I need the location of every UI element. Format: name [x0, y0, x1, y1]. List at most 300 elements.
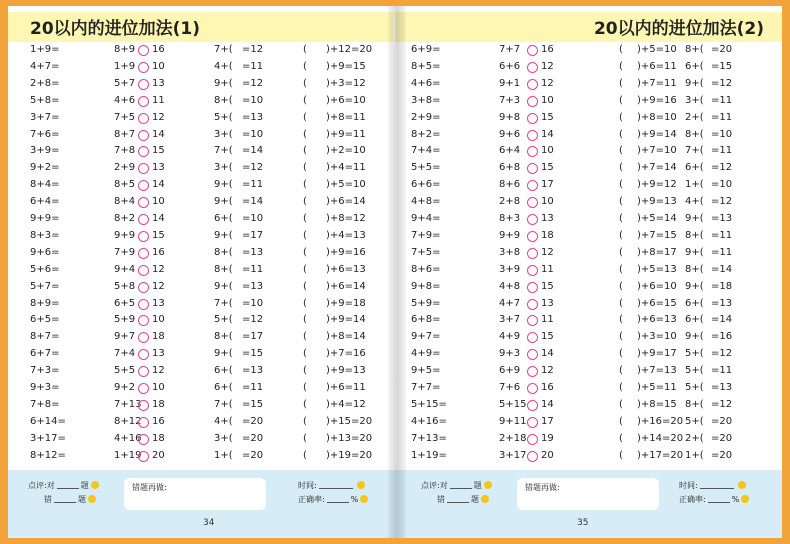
compare-right: 20: [152, 449, 165, 461]
missing-number-suffix[interactable]: =11: [711, 94, 733, 106]
smiley-icon: [481, 495, 489, 503]
equation[interactable]: 6+6=: [411, 179, 441, 191]
compare-circle[interactable]: [138, 434, 149, 445]
unit-label: 题: [80, 481, 89, 490]
missing-number-suffix[interactable]: )+5=11: [637, 382, 677, 393]
missing-number-suffix[interactable]: )+19=20: [326, 449, 373, 461]
exercise-row: [395, 414, 782, 431]
equation[interactable]: 7+5=: [411, 246, 441, 258]
missing-number-suffix[interactable]: =10: [242, 213, 264, 224]
equation[interactable]: 7+6=: [30, 128, 60, 140]
missing-number-suffix[interactable]: =12: [242, 44, 264, 55]
compare-circle[interactable]: [527, 130, 538, 141]
review-correct: [421, 480, 492, 491]
equation[interactable]: 4+8=: [411, 196, 441, 208]
missing-number-suffix[interactable]: )+4=12: [326, 398, 366, 410]
exercise-row: [395, 127, 782, 144]
missing-number-suffix[interactable]: =13: [711, 213, 733, 224]
missing-number-prefix: 5+(: [214, 314, 233, 326]
missing-number-suffix[interactable]: =10: [242, 297, 264, 309]
compare-circle[interactable]: [527, 113, 538, 124]
compare-right: 15: [152, 229, 165, 241]
equation[interactable]: 6+5=: [30, 314, 60, 326]
exercise-row: [8, 93, 395, 110]
missing-number-suffix[interactable]: =12: [711, 162, 733, 174]
equation[interactable]: 1+19=: [411, 449, 447, 461]
compare-circle[interactable]: [138, 400, 149, 411]
compare-circle[interactable]: [138, 180, 149, 191]
missing-number-prefix: (: [619, 128, 623, 140]
missing-number-suffix[interactable]: =15: [242, 398, 264, 410]
missing-number-prefix: (: [619, 365, 623, 377]
redo-box[interactable]: [517, 478, 659, 510]
missing-number-suffix[interactable]: )+8=15: [637, 398, 677, 410]
exercise-row: [395, 346, 782, 363]
missing-number-suffix[interactable]: )+3=10: [637, 331, 677, 343]
missing-number-suffix[interactable]: )+4=11: [326, 162, 366, 174]
missing-number-suffix[interactable]: )+6=10: [326, 94, 366, 106]
equation[interactable]: 5+8=: [30, 94, 60, 106]
missing-number-suffix[interactable]: )+7=16: [326, 348, 366, 360]
equation[interactable]: 2+8=: [30, 77, 60, 89]
compare-circle[interactable]: [138, 265, 149, 276]
missing-number-prefix: 6+(: [685, 162, 704, 174]
missing-number-suffix[interactable]: )+6=13: [637, 314, 677, 326]
missing-number-prefix: (: [303, 331, 307, 343]
missing-number-suffix[interactable]: =13: [711, 297, 733, 309]
missing-number-suffix[interactable]: =12: [242, 162, 264, 174]
missing-number-suffix[interactable]: )+6=13: [326, 263, 366, 275]
equation[interactable]: 6+9=: [411, 44, 441, 55]
compare-right: 12: [541, 246, 554, 258]
missing-number-suffix[interactable]: =16: [711, 331, 733, 343]
compare-circle[interactable]: [138, 299, 149, 310]
exercise-row: [8, 160, 395, 177]
compare-left: 6+4: [499, 145, 521, 157]
time-field: [298, 480, 365, 491]
missing-number-suffix[interactable]: )+9=16: [326, 246, 366, 258]
equation[interactable]: 4+16=: [411, 415, 447, 427]
equation[interactable]: 4+6=: [411, 77, 441, 89]
missing-number-suffix[interactable]: =10: [711, 179, 733, 191]
missing-number-suffix[interactable]: =12: [711, 196, 733, 208]
equation[interactable]: 2+9=: [411, 111, 441, 123]
missing-number-suffix[interactable]: )+9=11: [326, 128, 366, 140]
compare-left: 5+15: [499, 398, 527, 410]
correct-blank[interactable]: [450, 488, 472, 489]
wrong-blank[interactable]: [54, 502, 76, 503]
equation[interactable]: 4+7=: [30, 60, 60, 72]
compare-circle[interactable]: [138, 417, 149, 428]
compare-left: 9+1: [499, 77, 521, 89]
missing-number-prefix: (: [303, 382, 307, 393]
compare-left: 3+17: [499, 449, 527, 461]
compare-circle[interactable]: [138, 130, 149, 141]
equation[interactable]: 8+5=: [411, 60, 441, 72]
exercise-row: [395, 110, 782, 127]
equation[interactable]: 3+17=: [30, 432, 66, 444]
compare-left: 9+6: [499, 128, 521, 140]
equation[interactable]: 6+4=: [30, 196, 60, 208]
review-correct: [28, 480, 99, 491]
title-band: [8, 12, 393, 42]
equation[interactable]: 9+6=: [30, 246, 60, 258]
missing-number-suffix[interactable]: =14: [711, 263, 733, 275]
time-blank[interactable]: [700, 488, 734, 489]
missing-number-suffix[interactable]: =12: [711, 348, 733, 360]
equation[interactable]: 9+7=: [411, 331, 441, 343]
compare-left: 6+6: [499, 60, 521, 72]
compare-circle[interactable]: [138, 79, 149, 90]
compare-circle[interactable]: [527, 383, 538, 394]
missing-number-suffix[interactable]: )+13=20: [326, 432, 373, 444]
missing-number-suffix[interactable]: )+5=14: [637, 213, 677, 224]
missing-number-suffix[interactable]: =20: [711, 432, 733, 444]
missing-number-suffix[interactable]: =14: [711, 314, 733, 326]
equation[interactable]: 7+8=: [30, 398, 60, 410]
compare-right: 20: [541, 449, 554, 461]
compare-left: 5+5: [114, 365, 136, 377]
missing-number-suffix[interactable]: )+5=10: [326, 179, 366, 191]
missing-number-suffix[interactable]: =17: [242, 331, 264, 343]
compare-circle[interactable]: [138, 197, 149, 208]
exercise-row: [8, 110, 395, 127]
missing-number-suffix[interactable]: )+15=20: [326, 415, 373, 427]
equation[interactable]: 6+14=: [30, 415, 66, 427]
equation[interactable]: 8+4=: [30, 179, 60, 191]
accuracy-blank[interactable]: [327, 502, 349, 503]
missing-number-prefix: (: [619, 263, 623, 275]
missing-number-suffix[interactable]: =11: [242, 60, 264, 72]
compare-circle[interactable]: [527, 451, 538, 462]
compare-circle[interactable]: [527, 248, 538, 259]
page-title: 20以内的进位加法(1): [30, 19, 201, 39]
equation[interactable]: 9+3=: [30, 382, 60, 393]
compare-circle[interactable]: [138, 349, 149, 360]
missing-number-suffix[interactable]: =13: [242, 365, 264, 377]
missing-number-suffix[interactable]: )+9=15: [326, 60, 366, 72]
missing-number-suffix[interactable]: =10: [242, 128, 264, 140]
compare-circle[interactable]: [527, 197, 538, 208]
missing-number-prefix: (: [619, 213, 623, 224]
missing-number-suffix[interactable]: =13: [711, 382, 733, 393]
compare-circle[interactable]: [138, 214, 149, 225]
missing-number-suffix[interactable]: )+9=13: [326, 365, 366, 377]
compare-circle[interactable]: [138, 96, 149, 107]
compare-circle[interactable]: [527, 366, 538, 377]
compare-circle[interactable]: [527, 163, 538, 174]
missing-number-suffix[interactable]: )+7=10: [637, 145, 677, 157]
compare-left: 4+9: [499, 331, 521, 343]
missing-number-suffix[interactable]: =20: [711, 44, 733, 55]
equation[interactable]: 1+9=: [30, 44, 60, 55]
title-band: [395, 12, 782, 42]
equation[interactable]: 7+13=: [411, 432, 447, 444]
compare-right: 11: [152, 94, 165, 106]
exercise-row: [395, 363, 782, 380]
missing-number-suffix[interactable]: =11: [242, 263, 264, 275]
compare-right: 14: [541, 348, 554, 360]
exercise-row: [395, 177, 782, 194]
equation[interactable]: 6+8=: [411, 314, 441, 326]
review-label: 点评:对: [28, 481, 55, 490]
missing-number-suffix[interactable]: )+9=18: [326, 297, 366, 309]
missing-number-suffix[interactable]: =20: [242, 432, 264, 444]
missing-number-suffix[interactable]: )+9=12: [637, 179, 677, 191]
compare-right: 12: [152, 365, 165, 377]
missing-number-suffix[interactable]: =15: [711, 60, 733, 72]
redo-label: 错题再做:: [132, 483, 167, 492]
equation[interactable]: 5+9=: [411, 297, 441, 309]
correct-blank[interactable]: [57, 488, 79, 489]
missing-number-suffix[interactable]: =12: [711, 398, 733, 410]
missing-number-suffix[interactable]: =11: [242, 179, 264, 191]
compare-circle[interactable]: [138, 113, 149, 124]
equation[interactable]: 3+7=: [30, 111, 60, 123]
missing-number-suffix[interactable]: =10: [242, 94, 264, 106]
equation[interactable]: 9+8=: [411, 280, 441, 292]
missing-number-suffix[interactable]: =11: [711, 246, 733, 258]
missing-number-prefix: (: [303, 179, 307, 191]
compare-left: 9+2: [114, 382, 136, 393]
missing-number-suffix[interactable]: )+12=20: [326, 44, 373, 55]
unit-label: 题: [473, 481, 482, 490]
missing-number-suffix[interactable]: =10: [711, 128, 733, 140]
missing-number-prefix: (: [619, 179, 623, 191]
missing-number-suffix[interactable]: )+6=10: [637, 280, 677, 292]
time-blank[interactable]: [319, 488, 353, 489]
missing-number-suffix[interactable]: )+8=10: [637, 111, 677, 123]
compare-circle[interactable]: [527, 282, 538, 293]
exercise-row: [395, 42, 782, 59]
missing-number-suffix[interactable]: )+6=15: [637, 297, 677, 309]
compare-circle[interactable]: [138, 62, 149, 73]
compare-circle[interactable]: [138, 248, 149, 259]
compare-left: 9+4: [114, 263, 136, 275]
missing-number-prefix: (: [619, 77, 623, 89]
equation[interactable]: 6+7=: [30, 348, 60, 360]
missing-number-suffix[interactable]: )+9=17: [637, 348, 677, 360]
missing-number-suffix[interactable]: )+17=20: [637, 449, 684, 461]
missing-number-suffix[interactable]: )+7=14: [637, 162, 677, 174]
missing-number-prefix: (: [303, 398, 307, 410]
wrong-blank[interactable]: [447, 502, 469, 503]
compare-circle[interactable]: [138, 282, 149, 293]
missing-number-suffix[interactable]: )+7=13: [637, 365, 677, 377]
accuracy-blank[interactable]: [708, 502, 730, 503]
compare-circle[interactable]: [527, 79, 538, 90]
left-page: [8, 6, 395, 538]
equation[interactable]: 3+8=: [411, 94, 441, 106]
missing-number-suffix[interactable]: )+5=13: [637, 263, 677, 275]
equation[interactable]: 9+5=: [411, 365, 441, 377]
compare-circle[interactable]: [138, 163, 149, 174]
missing-number-prefix: 9+(: [214, 348, 233, 360]
missing-number-prefix: (: [303, 44, 307, 55]
compare-circle[interactable]: [527, 180, 538, 191]
compare-circle[interactable]: [138, 315, 149, 326]
equation[interactable]: 5+5=: [411, 162, 441, 174]
missing-number-suffix[interactable]: =20: [711, 415, 733, 427]
equation[interactable]: 7+9=: [411, 229, 441, 241]
review-wrong: [437, 494, 489, 505]
missing-number-prefix: (: [619, 162, 623, 174]
missing-number-prefix: (: [619, 314, 623, 326]
compare-circle[interactable]: [527, 349, 538, 360]
compare-left: 5+8: [114, 280, 136, 292]
compare-right: 12: [541, 77, 554, 89]
compare-circle[interactable]: [138, 231, 149, 242]
equation[interactable]: 8+7=: [30, 331, 60, 343]
missing-number-suffix[interactable]: )+8=17: [637, 246, 677, 258]
compare-circle[interactable]: [527, 400, 538, 411]
equation[interactable]: 8+2=: [411, 128, 441, 140]
exercise-row: [8, 228, 395, 245]
missing-number-suffix[interactable]: =11: [711, 365, 733, 377]
compare-right: 11: [541, 314, 554, 326]
missing-number-suffix[interactable]: =12: [242, 77, 264, 89]
compare-circle[interactable]: [527, 299, 538, 310]
missing-number-suffix[interactable]: )+8=14: [326, 331, 366, 343]
equation[interactable]: 5+15=: [411, 398, 447, 410]
missing-number-prefix: 9+(: [685, 77, 704, 89]
missing-number-prefix: (: [303, 145, 307, 157]
compare-circle[interactable]: [138, 383, 149, 394]
compare-circle[interactable]: [527, 146, 538, 157]
missing-number-suffix[interactable]: =20: [242, 449, 264, 461]
compare-circle[interactable]: [138, 146, 149, 157]
missing-number-suffix[interactable]: )+9=14: [637, 128, 677, 140]
compare-left: 8+4: [114, 196, 136, 208]
missing-number-suffix[interactable]: )+4=13: [326, 229, 366, 241]
missing-number-suffix[interactable]: )+6=11: [637, 60, 677, 72]
missing-number-prefix: (: [619, 348, 623, 360]
equation[interactable]: 7+3=: [30, 365, 60, 377]
missing-number-suffix[interactable]: )+8=11: [326, 111, 366, 123]
review-label: 点评:对: [421, 481, 448, 490]
equation[interactable]: 9+2=: [30, 162, 60, 174]
missing-number-prefix: 8+(: [214, 246, 233, 258]
missing-number-suffix[interactable]: )+14=20: [637, 432, 684, 444]
compare-left: 9+9: [114, 229, 136, 241]
equation[interactable]: 9+4=: [411, 213, 441, 224]
percent-label: %: [731, 495, 740, 504]
equation[interactable]: 8+3=: [30, 229, 60, 241]
missing-number-suffix[interactable]: )+7=15: [637, 229, 677, 241]
compare-circle[interactable]: [527, 265, 538, 276]
missing-number-suffix[interactable]: )+5=10: [637, 44, 677, 55]
missing-number-suffix[interactable]: =13: [242, 280, 264, 292]
missing-number-suffix[interactable]: )+9=14: [326, 314, 366, 326]
compare-circle[interactable]: [527, 332, 538, 343]
missing-number-suffix[interactable]: )+9=13: [637, 196, 677, 208]
equation[interactable]: 7+7=: [411, 382, 441, 393]
compare-circle[interactable]: [138, 45, 149, 56]
missing-number-suffix[interactable]: =17: [242, 229, 264, 241]
missing-number-prefix: 3+(: [214, 162, 233, 174]
equation[interactable]: 5+7=: [30, 280, 60, 292]
missing-number-suffix[interactable]: =14: [242, 145, 264, 157]
compare-right: 10: [152, 60, 165, 72]
missing-number-prefix: (: [619, 229, 623, 241]
missing-number-suffix[interactable]: =11: [242, 382, 264, 393]
redo-box[interactable]: [124, 478, 266, 510]
missing-number-suffix[interactable]: =13: [242, 246, 264, 258]
compare-circle[interactable]: [138, 451, 149, 462]
compare-right: 10: [152, 196, 165, 208]
missing-number-suffix[interactable]: =20: [242, 415, 264, 427]
missing-number-suffix[interactable]: )+7=11: [637, 77, 677, 89]
compare-circle[interactable]: [527, 214, 538, 225]
equation[interactable]: 3+9=: [30, 145, 60, 157]
equation[interactable]: 8+9=: [30, 297, 60, 309]
missing-number-suffix[interactable]: )+3=12: [326, 77, 366, 89]
missing-number-suffix[interactable]: =14: [242, 196, 264, 208]
compare-circle[interactable]: [138, 332, 149, 343]
missing-number-suffix[interactable]: )+16=20: [637, 415, 684, 427]
equation[interactable]: 5+6=: [30, 263, 60, 275]
compare-right: 16: [152, 415, 165, 427]
missing-number-suffix[interactable]: )+9=16: [637, 94, 677, 106]
missing-number-prefix: 7+(: [214, 44, 233, 55]
missing-number-suffix[interactable]: =20: [711, 449, 733, 461]
exercise-row: [8, 414, 395, 431]
equation[interactable]: 8+6=: [411, 263, 441, 275]
compare-right: 15: [541, 162, 554, 174]
missing-number-prefix: 1+(: [685, 449, 704, 461]
compare-circle[interactable]: [527, 62, 538, 73]
equation[interactable]: 8+12=: [30, 449, 66, 461]
compare-circle[interactable]: [527, 96, 538, 107]
compare-circle[interactable]: [527, 434, 538, 445]
compare-left: 1+9: [114, 60, 136, 72]
missing-number-suffix[interactable]: )+6=14: [326, 280, 366, 292]
missing-number-prefix: (: [303, 60, 307, 72]
compare-circle[interactable]: [527, 417, 538, 428]
equation[interactable]: 4+9=: [411, 348, 441, 360]
missing-number-suffix[interactable]: =15: [242, 348, 264, 360]
equation[interactable]: 7+4=: [411, 145, 441, 157]
book-spine: [388, 6, 406, 538]
compare-left: 7+8: [114, 145, 136, 157]
compare-circle[interactable]: [527, 231, 538, 242]
missing-number-suffix[interactable]: =11: [711, 229, 733, 241]
exercise-row: [395, 296, 782, 313]
compare-circle[interactable]: [527, 315, 538, 326]
missing-number-suffix[interactable]: =11: [711, 145, 733, 157]
wrong-label: 错: [44, 495, 52, 504]
exercise-row: [8, 127, 395, 144]
missing-number-suffix[interactable]: =11: [711, 111, 733, 123]
missing-number-suffix[interactable]: =12: [242, 314, 264, 326]
missing-number-suffix[interactable]: )+6=11: [326, 382, 366, 393]
missing-number-suffix[interactable]: )+2=10: [326, 145, 366, 157]
equation[interactable]: 9+9=: [30, 213, 60, 224]
compare-circle[interactable]: [527, 45, 538, 56]
missing-number-prefix: (: [619, 196, 623, 208]
missing-number-suffix[interactable]: =18: [711, 280, 733, 292]
compare-circle[interactable]: [138, 366, 149, 377]
exercise-row: [8, 431, 395, 448]
compare-right: 16: [541, 44, 554, 55]
missing-number-suffix[interactable]: =13: [242, 111, 264, 123]
missing-number-suffix[interactable]: )+8=12: [326, 213, 366, 224]
missing-number-suffix[interactable]: =12: [711, 77, 733, 89]
missing-number-suffix[interactable]: )+6=14: [326, 196, 366, 208]
missing-number-prefix: 7+(: [685, 145, 704, 157]
exercise-row: [395, 143, 782, 160]
compare-right: 12: [152, 111, 165, 123]
